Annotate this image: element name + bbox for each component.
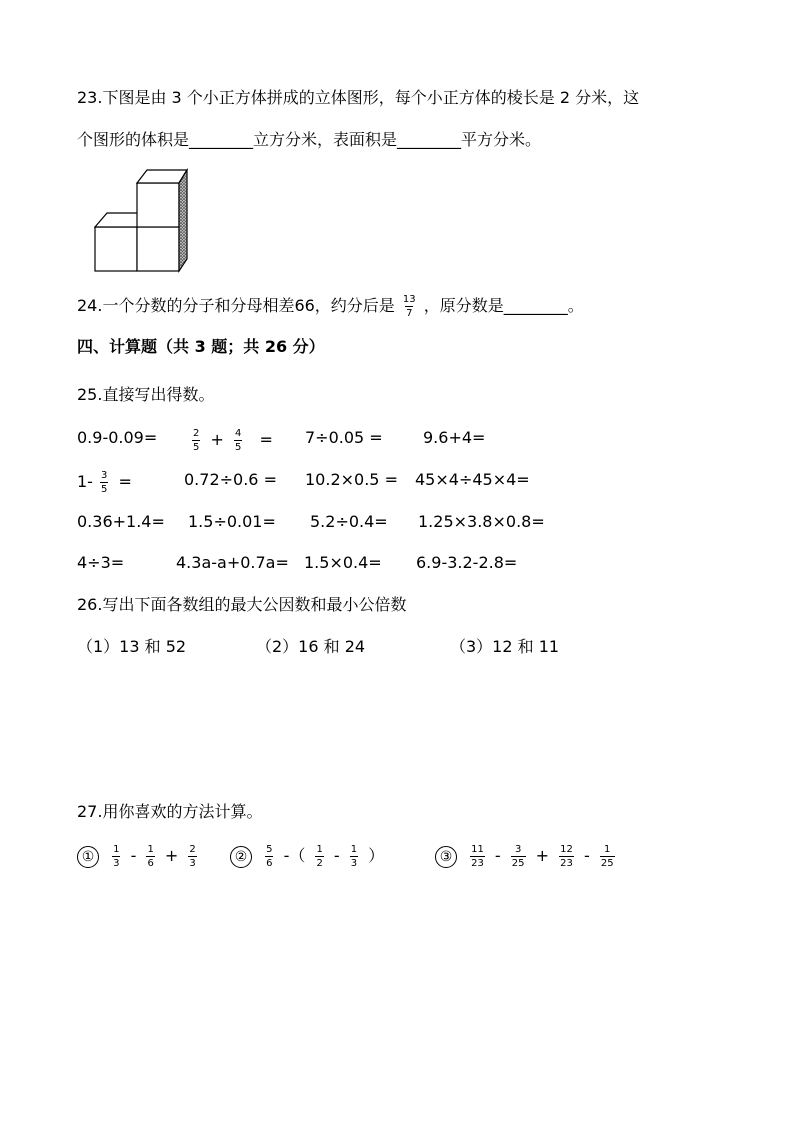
equals: = (118, 472, 132, 491)
q25-r1c4: 9.6+4= (423, 428, 486, 447)
cube-figure (90, 165, 190, 275)
denominator: 25 (600, 858, 614, 869)
q25-r3c4: 1.25×3.8×0.8= (418, 512, 545, 531)
fraction (188, 844, 196, 869)
circled-number-3: ③ (435, 846, 457, 868)
fraction (559, 844, 574, 869)
fraction (511, 844, 526, 869)
q24-fraction-denominator: 7 (406, 308, 413, 319)
q25-r3c3: 5.2÷0.4= (310, 512, 388, 531)
equals: = (259, 430, 273, 449)
denominator: 3 (350, 858, 358, 869)
denominator: 25 (511, 858, 525, 869)
q25-r4c1: 4÷3= (77, 553, 125, 572)
denominator: 6 (266, 858, 273, 869)
numerator: 12 (560, 844, 573, 855)
q25-r4c2: 4.3a-a+0.7a= (176, 553, 289, 572)
operator: + (210, 430, 224, 449)
denominator: 3 (113, 858, 120, 869)
fraction (146, 844, 154, 869)
operator: + (164, 846, 179, 865)
q26-title: 26.写出下面各数组的最大公因数和最小公倍数 (77, 595, 407, 614)
q24-post: ，原分数是________。 (423, 296, 584, 315)
fraction (100, 470, 108, 495)
q25-r1c2 (190, 428, 276, 453)
prefix: 1- (77, 472, 93, 491)
q27-expr1 (77, 843, 199, 869)
denominator: 3 (189, 858, 196, 869)
operator: - (583, 846, 590, 865)
q26-part2: （2）16 和 24 (256, 637, 366, 656)
q23-line1: 23.下图是由 3 个小正方体拼成的立体图形，每个小正方体的棱长是 2 分米，这 (77, 88, 640, 107)
q26-part1: （1）13 和 52 (77, 637, 187, 656)
q27-title: 27.用你喜欢的方法计算。 (77, 802, 263, 821)
close-paren: ） (368, 846, 385, 865)
q25-r4c4: 6.9-3.2-2.8= (416, 553, 518, 572)
q25-r4c3: 1.5×0.4= (304, 553, 382, 572)
numerator: 1 (316, 844, 323, 855)
q25-title: 25.直接写出得数。 (77, 385, 215, 404)
fraction (265, 844, 273, 869)
numerator: 2 (193, 428, 200, 439)
numerator: 1 (147, 844, 154, 855)
numerator: 1 (604, 844, 611, 855)
numerator: 4 (234, 428, 242, 439)
operator: - (130, 846, 137, 865)
circled-number-1: ① (77, 846, 99, 868)
numerator: 11 (471, 844, 484, 855)
denominator: 2 (316, 858, 323, 869)
fraction (350, 844, 358, 869)
operator: - (494, 846, 501, 865)
q27-expr3 (435, 843, 617, 869)
q25-r2c2: 0.72÷0.6 = (184, 470, 277, 489)
numerator: 1 (113, 844, 120, 855)
operator: -（ (283, 846, 306, 865)
q25-r1c3: 7÷0.05 = (305, 428, 383, 447)
denominator: 23 (560, 858, 573, 869)
q25-r2c1 (77, 470, 135, 495)
numerator: 2 (189, 844, 196, 855)
numerator: 5 (266, 844, 273, 855)
denominator: 5 (101, 484, 108, 495)
q27-expr2 (230, 843, 387, 869)
q24-pre: 24.一个分数的分子和分母相差66，约分后是 (77, 296, 395, 315)
q25-r1c1: 0.9-0.09= (77, 428, 158, 447)
fraction (112, 844, 120, 869)
operator: - (333, 846, 340, 865)
q24-line (77, 294, 584, 319)
q24-fraction-numerator: 13 (402, 294, 416, 305)
fraction (600, 844, 615, 869)
fraction (470, 844, 485, 869)
denominator: 5 (193, 442, 200, 453)
denominator: 6 (147, 858, 154, 869)
circled-number-2: ② (230, 846, 252, 868)
denominator: 5 (234, 442, 242, 453)
q25-r3c1: 0.36+1.4= (77, 512, 165, 531)
section-heading: 四、计算题（共 3 题；共 26 分） (77, 337, 325, 356)
numerator: 1 (350, 844, 358, 855)
fraction (192, 428, 200, 453)
q25-r3c2: 1.5÷0.01= (188, 512, 276, 531)
fraction (315, 844, 323, 869)
q25-r2c4: 45×4÷45×4= (415, 470, 530, 489)
denominator: 23 (471, 858, 484, 869)
numerator: 3 (514, 844, 522, 855)
q24-fraction (402, 294, 417, 319)
numerator: 3 (101, 470, 108, 481)
operator: + (535, 846, 550, 865)
q25-r2c3: 10.2×0.5 = (305, 470, 398, 489)
fraction (234, 428, 242, 453)
q23-line2: 个图形的体积是________立方分米，表面积是________平方分米。 (77, 130, 542, 149)
q26-part3: （3）12 和 11 (450, 637, 560, 656)
